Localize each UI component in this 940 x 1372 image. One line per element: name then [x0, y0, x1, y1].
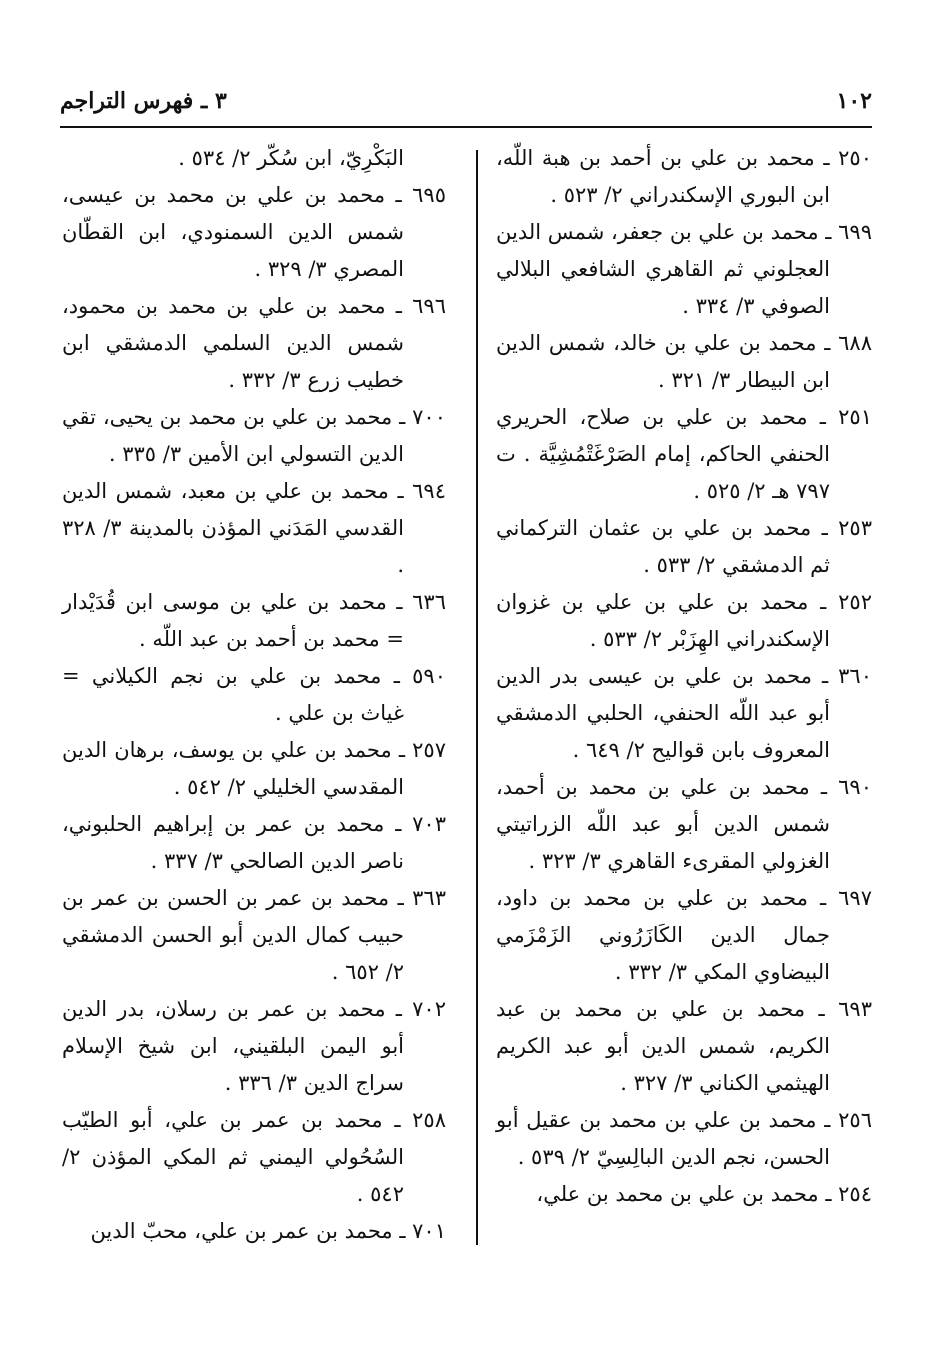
index-entry: ٦٩٩ ـ محمد بن علي بن جعفر، شمس الدين العجلوني ثم القاهري الشافعي البلالي الصوفي ٣/ ٣٣٤ . — [496, 220, 872, 318]
right-column — [496, 140, 872, 1213]
index-entry: ٧٠١ ـ محمد بن عمر بن علي، محبّ الدين — [90, 1219, 446, 1243]
index-entry: ٦٣٦ ـ محمد بن علي بن موسى ابن قُدَيْدار = محمد بن أحمد بن عبد اللّه . — [62, 590, 446, 651]
index-entry: ٥٩٠ ـ محمد بن علي بن نجم الكيلاني = غياث بن علي . — [62, 664, 446, 725]
header-rule — [60, 126, 872, 128]
index-entry: ٦٩٦ ـ محمد بن علي بن محمد بن محمود، شمس الدين السلمي الدمشقي ابن خطيب زرع ٣/ ٣٣٢ . — [62, 294, 446, 392]
index-entry: ٦٩٥ ـ محمد بن علي بن محمد بن عيسى، شمس الدين السمنودي، ابن القطّان المصري ٣/ ٣٢٩ . — [62, 183, 446, 281]
index-entry: ٢٥٣ ـ محمد بن علي بن عثمان التركماني ثم الدمشقي ٢/ ٥٣٣ . — [496, 516, 872, 577]
section-title: ٣ ـ فهرس التراجم — [60, 88, 227, 114]
index-entry: ٧٠٠ ـ محمد بن علي بن محمد بن يحيى، تقي الدين التسولي ابن الأمين ٣/ ٣٣٥ . — [62, 405, 446, 466]
index-entry: ٦٩٠ ـ محمد بن علي بن محمد بن أحمد، شمس الدين أبو عبد اللّه الزراتيتي الغزولي المقرىء القاهري ٣/ ٣٢٣ . — [496, 775, 872, 873]
index-entry: ٦٩٣ ـ محمد بن علي بن محمد بن عبد الكريم، شمس الدين أبو عبد الكريم الهيثمي الكناني ٣/ ٣٢٧ . — [496, 997, 872, 1095]
entry-continuation: البَكْرِيّ، ابن سُكّر ٢/ ٥٣٤ . — [178, 146, 404, 170]
index-entry: ٣٦٣ ـ محمد بن عمر بن الحسن بن عمر بن حبيب كمال الدين أبو الحسن الدمشقي ٢/ ٦٥٢ . — [62, 886, 446, 984]
index-entry: ٢٥٦ ـ محمد بن علي بن محمد بن عقيل أبو الحسن، نجم الدين البالِسِيّ ٢/ ٥٣٩ . — [496, 1108, 872, 1169]
index-entry: ٢٥٨ ـ محمد بن عمر بن علي، أبو الطيّب السُحُولي اليمني ثم المكي المؤذن ٢/ ٥٤٢ . — [62, 1108, 446, 1206]
index-entry: ٧٠٣ ـ محمد بن عمر بن إبراهيم الحلبوني، ناصر الدين الصالحي ٣/ ٣٣٧ . — [62, 812, 446, 873]
left-column — [62, 140, 446, 1250]
running-head — [60, 88, 872, 124]
column-divider — [476, 150, 478, 1245]
index-entry: ٧٠٢ ـ محمد بن عمر بن رسلان، بدر الدين أبو اليمن البلقيني، ابن شيخ الإسلام سراج الدين ٣/ ٣٣٦ . — [62, 997, 446, 1095]
index-entry: ٦٨٨ ـ محمد بن علي بن خالد، شمس الدين ابن البيطار ٣/ ٣٢١ . — [496, 331, 872, 392]
index-entry: ٢٥٢ ـ محمد بن علي بن علي بن غزوان الإسكندراني الهِزَبْر ٢/ ٥٣٣ . — [496, 590, 872, 651]
index-entry: ٢٥٠ ـ محمد بن علي بن أحمد بن هبة اللّه، ابن البوري الإسكندراني ٢/ ٥٢٣ . — [496, 146, 872, 207]
index-entry: ٣٦٠ ـ محمد بن علي بن عيسى بدر الدين أبو عبد اللّه الحنفي، الحلبي الدمشقي المعروف بابن قواليح ٢/ ٦٤٩ . — [496, 664, 872, 762]
index-entry: ٦٩٤ ـ محمد بن علي بن معبد، شمس الدين القدسي المَدَني المؤذن بالمدينة ٣/ ٣٢٨ . — [62, 479, 446, 577]
index-entry: ٢٥١ ـ محمد بن علي بن صلاح، الحريري الحنفي الحاكم، إمام الصَرْغَتْمُشِيَّة . ت ٧٩٧ هـ ٢/ ٥٢٥ . — [496, 405, 872, 503]
page-number: ١٠٢ — [836, 88, 872, 114]
index-entry: ٢٥٤ ـ محمد بن علي بن محمد بن علي، — [536, 1182, 872, 1206]
index-entry: ٦٩٧ ـ محمد بن علي بن محمد بن داود، جمال الدين الكَازَرُوني الزَمْزَمي البيضاوي المكي ٣/ ٣٣٢ . — [496, 886, 872, 984]
index-entry: ٢٥٧ ـ محمد بن علي بن يوسف، برهان الدين المقدسي الخليلي ٢/ ٥٤٢ . — [62, 738, 446, 799]
